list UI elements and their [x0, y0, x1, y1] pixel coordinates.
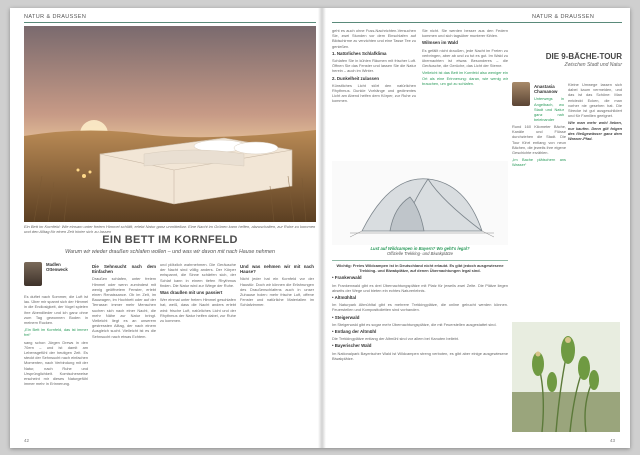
author-name-left: Madlen Ottenweck: [46, 262, 68, 272]
plant-photo: [512, 322, 620, 432]
tip-head: • Frankenwald: [332, 275, 362, 281]
paragraph: Es duftet nach Sommer, die Luft ist lau. Über mir spannt sich der Himmel in die Endlosigkeit, der Vogel spielen ihre Abendlieder und ich ganz ohne zum Tag gewonnen Boden in meinem Rucken.: [24, 294, 88, 326]
column-heading: 1. Natürliches Schlafklima: [332, 50, 387, 56]
photo-caption: Ein Bett im Kornfeld: Wie einsam unter freiem Himmel schläft, erlebt Natur ganz unmittelbar. Eine Nacht im Grünen kann helfen, abzuschalten, zur Ruhe zu kommen und den Alltag für einen Zeit hinter sich zu lassen: [24, 224, 316, 234]
section-label-right: NATUR & DRAUSSEN: [532, 14, 595, 20]
column-heading: Wilmsen im Wald: [422, 40, 458, 46]
tip-item: [332, 329, 508, 341]
tip-intro: Wichtig: Freies Wildcampen ist in Deutschland nicht erlaubt. Es gibt jedoch ausgewiesene Trekking- und Biwakplätze, auf denen Übernachtungen legal sind.: [336, 263, 504, 274]
tour-title: DIE 9-BÄCHE-TOUR: [545, 52, 622, 61]
page-number-right: 43: [610, 438, 616, 443]
link-text: „Im Bache plätschern ans Wasser“: [512, 157, 566, 168]
column-heading: Und was nehmen wir mit nach Hause?: [240, 264, 314, 275]
paragraph: Es gefällt nicht draußen, jede Nacht im Freien zu verbringen, aber ab und zu tut es gut. Im Wald zu übernachten ist etwas Besonderes – die Geräusche, die Gerüche, das Licht der Sterne.: [422, 47, 508, 69]
tip-head: • Bayerischer Wald: [332, 343, 372, 349]
tip-head: • Steigerwald: [332, 314, 360, 320]
left-column-3: [160, 262, 236, 436]
author-portrait-right: [512, 82, 530, 106]
paragraph: Draußen schlafen, unter freiem Himmel oder wenn zumindest mit wenig geöffnetem Fenster, erlebt einen Renaissance. Ob im Zelt, im Bauwagen, im Hochbett oder auf der Terrasse: immer mehr Menschen suchen sich nach einer Nacht, die mehr Nähe zur Natur bringt. Vielleicht liegt es an unserem gestressten Alltag, der nach einem Ausgleich sucht. Vielleicht ist es die Sehnsucht nach etwas Echtem.: [92, 276, 156, 339]
author-box-right: [534, 82, 564, 122]
tip-text: Die Trekkingplätze entlang der Altmühl sind vor allem bei Kanuten beliebt.: [332, 336, 459, 342]
tip-item: [332, 275, 508, 293]
tip-item: [332, 315, 508, 327]
paragraph: und plötzlich wahrnehmen. Die Geräusche der Nacht sind völlig anders. Der Körper entspannt, die Sinne schärfen sich, der Schlaf kann in einem tiefen Rhythmus finden. Die Natur wird zur Wiege der Ruhe.: [160, 262, 236, 288]
quote: „Ein Bett im Kornfeld, das ist immer frei“: [24, 327, 88, 338]
paragraph: Kleine Umwege lassen sich dabei kaum vermeiden, und das ist das Schöne: Man entdeckt Ecken, die man vorher nie gesehen hat. Die Strecke ist gut ausgeschildert und für Familien geeignet.: [568, 82, 622, 119]
tip-item: [332, 343, 508, 361]
tent-caption: [332, 246, 508, 257]
pull-quote: Wie man mehr wohl lieben, nur kaufen. Denn gilt folgen des fließgewässer ganz dem Wasser-Pfad.: [568, 120, 622, 142]
article-headline: EIN BETT IM KORNFELD: [102, 234, 238, 246]
tip-head: • Altmühltal: [332, 295, 357, 301]
paragraph: sang schon Jürgen Drews in den 70ern – und ist damit am Lebensgefühl der heutigen Zeit. Es steckt der Sehnsucht nach einfachen Momenten, nach Verbindung mit der Natur, nach Ruhe und Ursprünglichkeit. Komischerweise erscheint mir dieses Naturgefühl immer mehr in Erinnerung.: [24, 339, 88, 387]
tour-subtitle: Zwischen Stadt und Natur: [564, 62, 622, 68]
author-portrait: [24, 262, 42, 286]
tip-text: Im Frankenwald gibt es drei Übernachtungsplätze mit Platz für jeweils zwei Zelte. Die Plätze liegen abseits der Wege und bieten ein echtes Naturerlebnis.: [332, 282, 508, 293]
tip-text: Im Steigerwald gibt es sogar mehr Übernachtungsplätze, die mit Feuerstellen ausgestattet sind.: [332, 321, 497, 327]
paragraph: geht es auch ohne Fuss-Nachrichten-Versuchen Sie, zwei Stunden vor dem Einschlafen auf Bildschirme zu verzichten und eine Tasse Tee zu genießen.: [332, 28, 416, 49]
tour-header: [510, 52, 622, 68]
tip-head: • Entlang der Altmühl: [332, 329, 377, 335]
right-column-4: [568, 82, 622, 318]
left-column-2: [92, 262, 156, 436]
column-heading: Die Sehnsucht nach dem Einfachen: [92, 264, 156, 275]
right-column-2: [422, 28, 508, 158]
magazine-spread: [10, 8, 630, 448]
page-number-left: 42: [24, 438, 30, 443]
article-subhead: Warum wir wieder draußen schlafen wollen – und was wir davon mit nach Hause nehmen: [65, 249, 275, 255]
tip-text: Im Naturpark Altmühltal gibt es mehrere Trekkingplätze, die online gebucht werden können. Feuerstellen und Komposttoiletten sind vorhanden.: [332, 302, 508, 313]
right-column-1: [332, 28, 416, 158]
paragraph: Rund 160 Kilometer Bäche, Kanäle und Flüsse durchziehen die Stadt. Die Tour führt entlang von neun Bächen, die jeweils ihre eigene Geschichte erzählen.: [512, 124, 566, 156]
tip-text: Im Nationalpark Bayerischer Wald ist Wildcampen streng verboten, es gibt aber einige ausgewiesene Biwakplätze.: [332, 350, 508, 361]
wildcamp-tip-box: [332, 260, 508, 441]
paragraph: Vielleicht ist das Bett im Kornfeld also weniger ein Ort als eine Erinnerung: daran, wie wenig wir brauchen, um gut zu schlafen.: [422, 70, 508, 86]
left-column-1: [24, 294, 88, 436]
column-heading: 2. Dunkelheit zulassen: [332, 75, 380, 81]
tent-illustration: [332, 161, 508, 245]
header-rule-right: [332, 22, 622, 23]
section-label-left: NATUR & DRAUSSEN: [24, 14, 87, 20]
tent-caption-title: Lust auf Wildcampen in Bayern? Wo geht's legal?: [370, 246, 470, 251]
paragraph: Künstliches Licht stört den natürlichen Rhythmus. Dunkle Vorhänge und gedimmtes Licht am Abend helfen dem Körper, zur Ruhe zu kommen.: [332, 82, 416, 104]
right-column-3: [512, 124, 566, 318]
paragraph: Sie nicht. Sie werden besser aus den Federn kommen und sich tagsüber munterer fühlen.: [422, 28, 508, 39]
tent-caption-sub: Offizielle Trekking- und Biwakplätze: [386, 251, 454, 257]
paragraph: Nicht jeder hat ein Kornfeld vor der Haustür. Doch wir können die Erfahrungen des Draußenschlafens auch in unser Zuhause holen: mehr frische Luft, offene Fenster und natürliche Materialien im Schlafzimmer.: [240, 276, 314, 308]
column-heading: Was draußen mit uns passiert: [160, 290, 223, 296]
paragraph: Schlafen Sie in kühlen Räumen mit frischer Luft. Öffnen Sie das Fenster und lassen Sie die Natur herein – auch im Winter.: [332, 58, 416, 74]
author-name-right: Anastasia Chamanow: [534, 84, 558, 95]
author-note: Unterwegs in Angelbach, wo Stadt und Natur ganz nah beieinander: [534, 96, 564, 122]
kornfeld-photo: [24, 26, 316, 222]
gutter-shadow: [318, 8, 326, 448]
left-column-4: [240, 262, 314, 436]
paragraph: Wer einmal unter freiem Himmel geschlafen hat, weiß, dass die Nacht anders erlebt wird: frische Luft, natürliches Licht und der Rhythmus der Natur helfen dabei, zur Ruhe zu kommen.: [160, 297, 236, 324]
header-rule-left: [24, 22, 316, 23]
tip-item: [332, 295, 508, 313]
author-box-left: [24, 262, 78, 294]
